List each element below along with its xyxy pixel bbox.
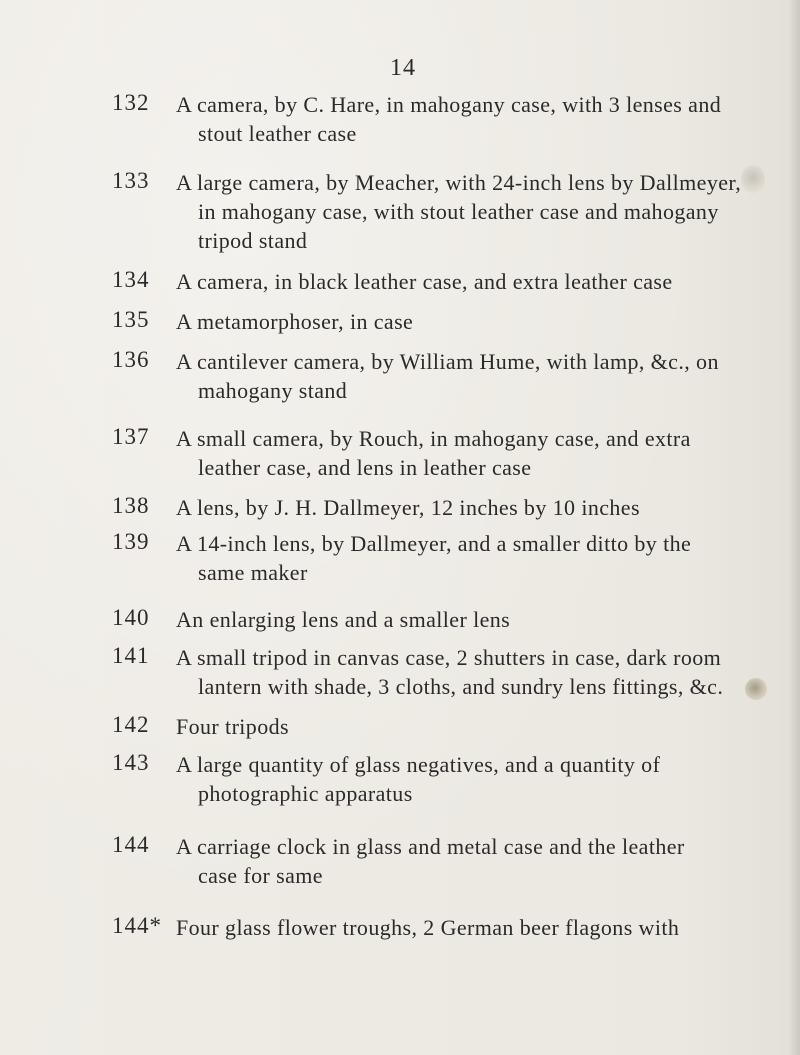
- description-line: A small camera, by Rouch, in mahogany case, and extra: [176, 426, 691, 451]
- lot-number: 139: [112, 529, 150, 554]
- lot-description: [176, 168, 742, 255]
- lot-description: [176, 832, 685, 890]
- lot-description: [176, 90, 722, 148]
- description-line: A lens, by J. H. Dallmeyer, 12 inches by 10 inches: [176, 495, 640, 520]
- description-line: An enlarging lens and a smaller lens: [176, 607, 511, 632]
- description-line: A large camera, by Meacher, with 24-inch lens by Dallmeyer,: [176, 170, 742, 195]
- lot-number: 143: [112, 750, 150, 775]
- description-line: A camera, by C. Hare, in mahogany case, with 3 lenses and: [176, 92, 722, 117]
- description-line: in mahogany case, with stout leather case and mahogany: [198, 199, 719, 224]
- lot-number: 142: [112, 712, 150, 737]
- lot-number: 141: [112, 643, 150, 668]
- description-line: A 14-inch lens, by Dallmeyer, and a smaller ditto by the: [176, 531, 692, 556]
- lot-description: [176, 913, 680, 942]
- description-line: A small tripod in canvas case, 2 shutters in case, dark room: [176, 645, 722, 670]
- description-line: leather case, and lens in leather case: [198, 455, 532, 480]
- description-line: A metamorphoser, in case: [176, 309, 414, 334]
- description-line: Four glass flower troughs, 2 German beer flagons with: [176, 915, 680, 940]
- description-line: A large quantity of glass negatives, and a quantity of: [176, 752, 661, 777]
- description-line: same maker: [198, 560, 308, 585]
- description-line: case for same: [198, 863, 323, 888]
- lot-description: [176, 424, 691, 482]
- lot-number: 135: [112, 307, 150, 332]
- page-number: 14: [390, 55, 416, 81]
- lot-description: [176, 605, 676, 634]
- lot-number: 144*: [112, 913, 162, 938]
- description-line: A cantilever camera, by William Hume, with lamp, &c., on: [176, 349, 719, 374]
- lot-description: [176, 712, 676, 741]
- lot-description: [176, 643, 724, 701]
- description-line: mahogany stand: [198, 378, 348, 403]
- foxing-spot: [741, 165, 765, 193]
- description-line: photographic apparatus: [198, 781, 413, 806]
- lot-number: 136: [112, 347, 150, 372]
- description-line: A camera, in black leather case, and extra leather case: [176, 269, 673, 294]
- lot-description: [176, 267, 676, 296]
- lot-number: 144: [112, 832, 150, 857]
- lot-number: 134: [112, 267, 150, 292]
- lot-number: 138: [112, 493, 150, 518]
- page-edge-shadow: [788, 0, 800, 1055]
- lot-description: [176, 529, 692, 587]
- description-line: tripod stand: [198, 228, 308, 253]
- description-line: Four tripods: [176, 714, 289, 739]
- lot-description: [176, 347, 719, 405]
- lot-number: 137: [112, 424, 150, 449]
- lot-number: 133: [112, 168, 150, 193]
- lot-description: [176, 750, 676, 808]
- lot-description: [176, 493, 676, 522]
- description-line: A carriage clock in glass and metal case and the leather: [176, 834, 685, 859]
- lot-number: 140: [112, 605, 150, 630]
- lot-number: 132: [112, 90, 150, 115]
- foxing-spot: [745, 678, 767, 700]
- lot-description: [176, 307, 676, 336]
- description-line: lantern with shade, 3 cloths, and sundry lens fittings, &c.: [198, 674, 724, 699]
- description-line: stout leather case: [198, 121, 357, 146]
